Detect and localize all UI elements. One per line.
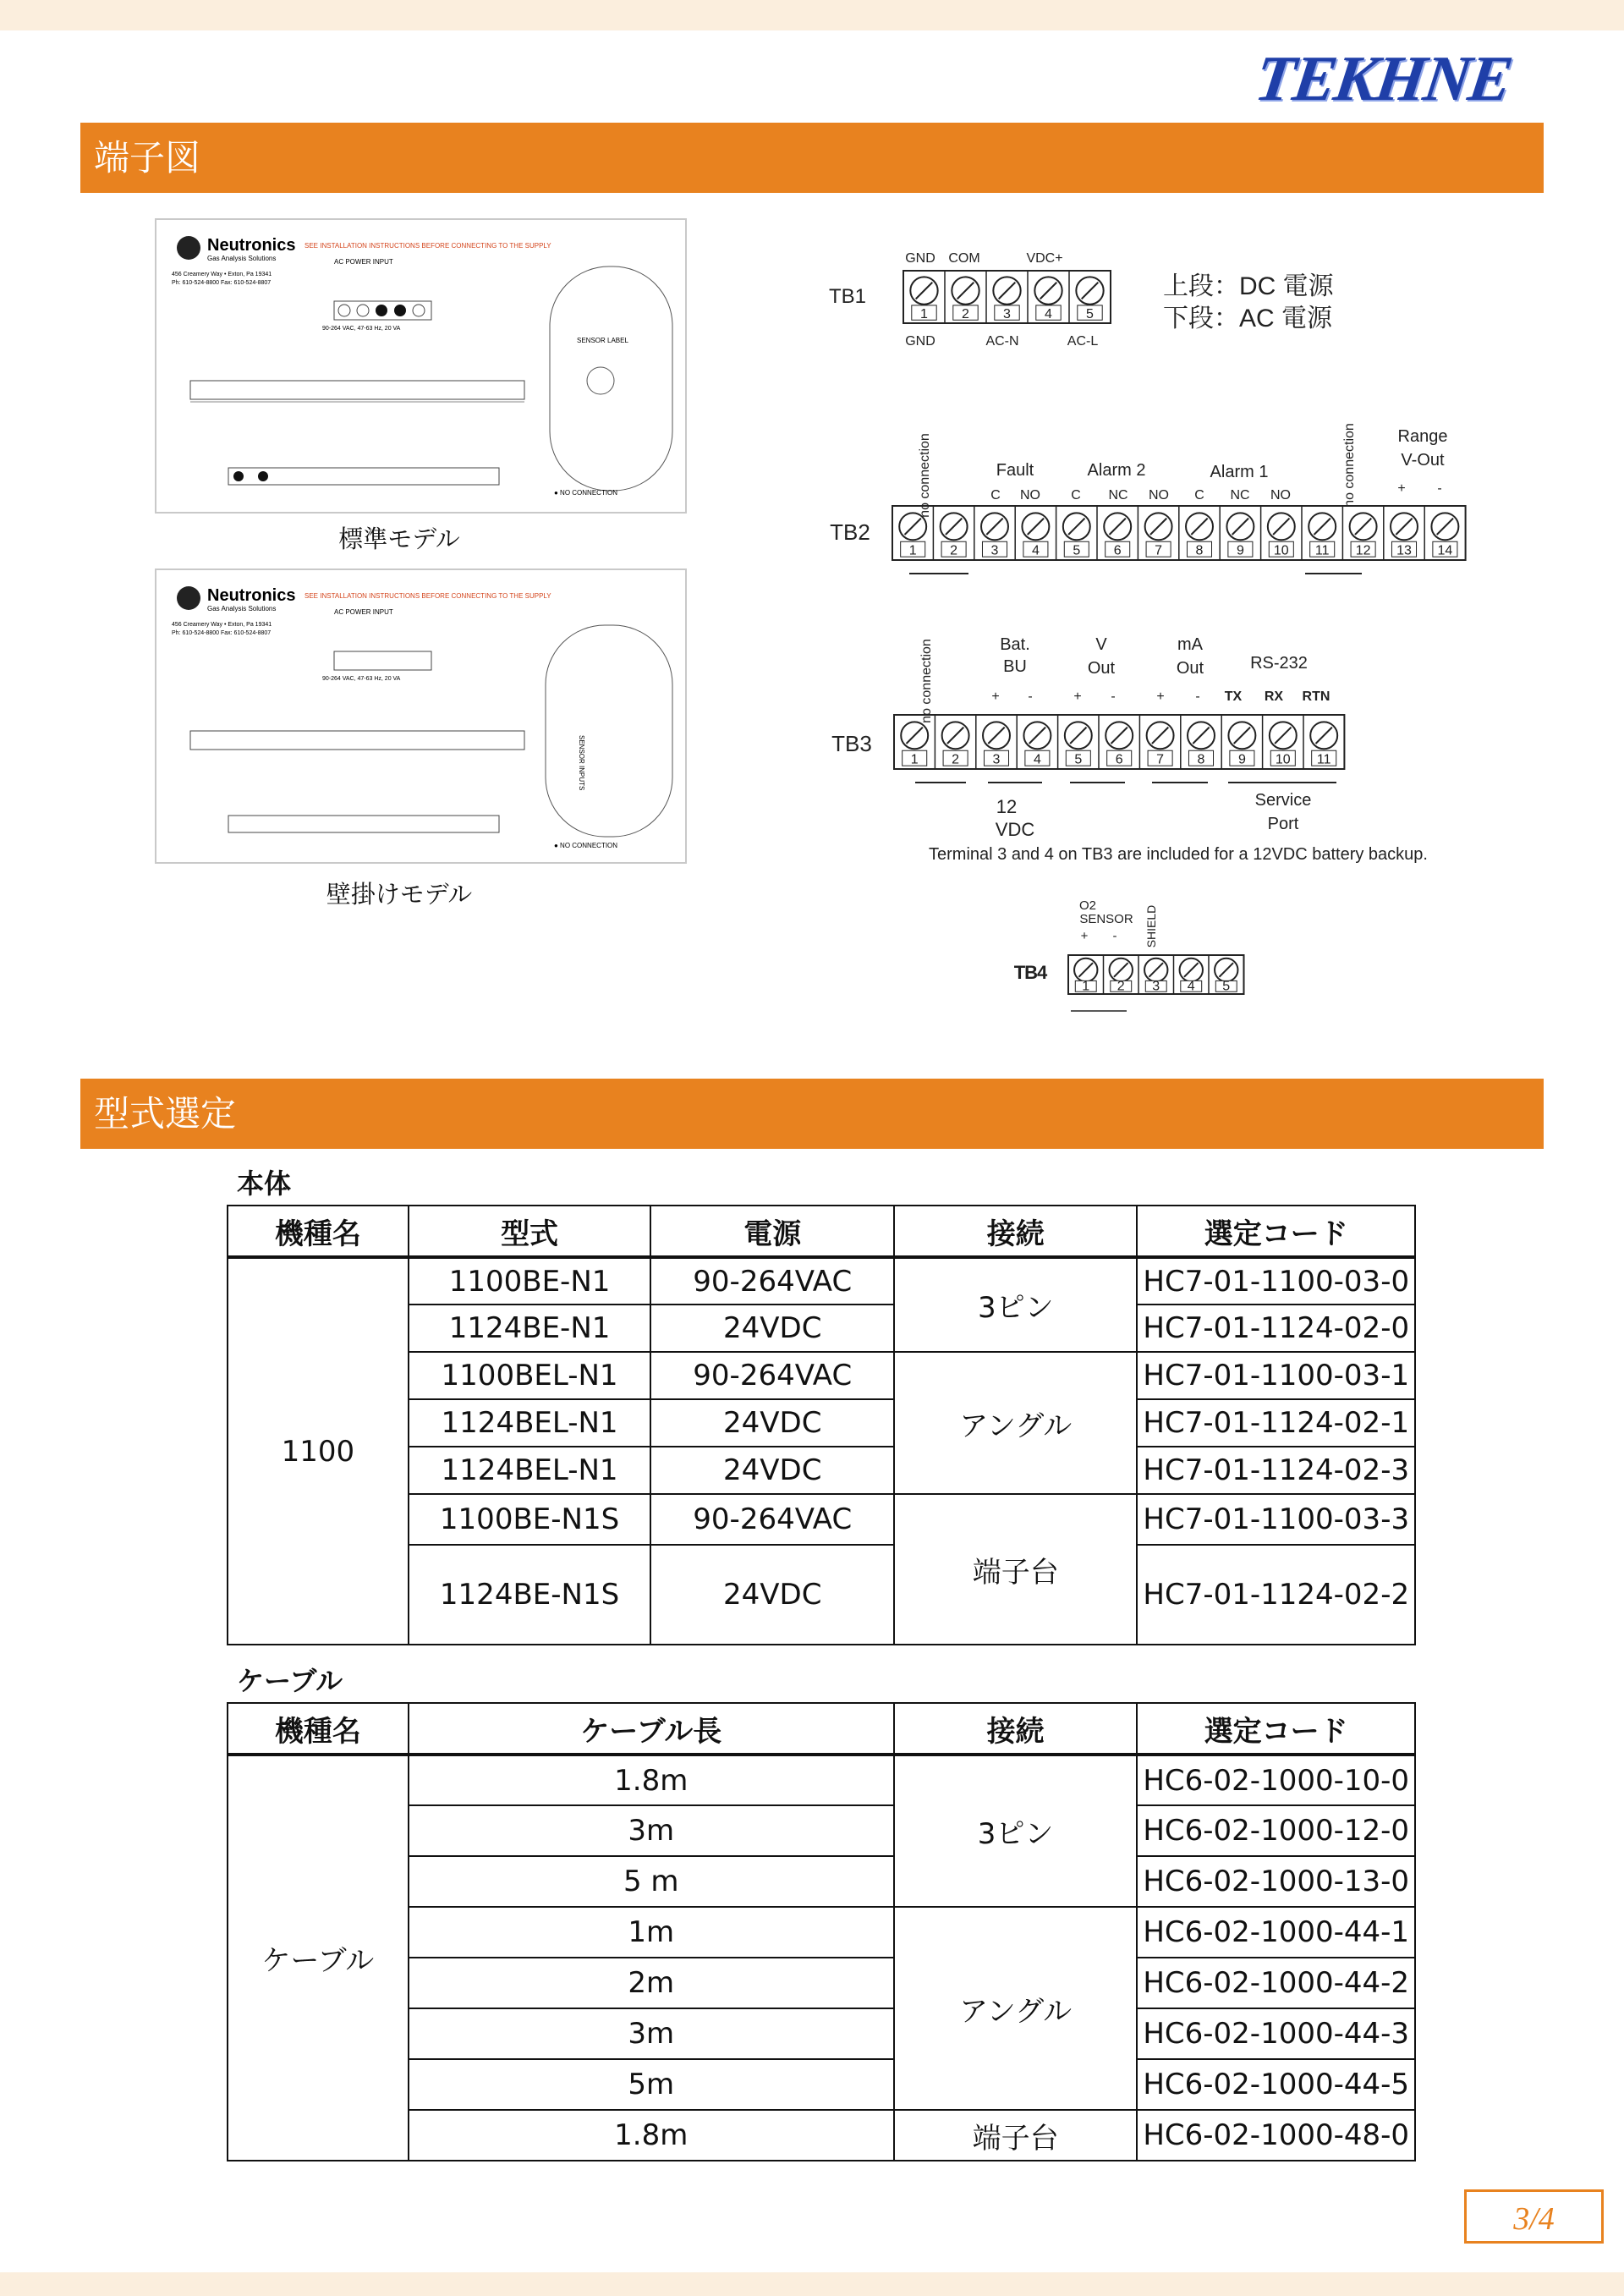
terminal-number: 2 <box>1116 979 1125 994</box>
address-line2: Ph: 610-524-8800 Fax: 610-524-8807 <box>172 630 272 636</box>
code-cell: HC7-01-1100-03-1 <box>1137 1352 1415 1399</box>
brand-sub-text: Gas Analysis Solutions <box>207 255 277 262</box>
tb1-mini-block <box>334 651 431 670</box>
rating-text: 90-264 VAC, 47-63 Hz, 20 VA <box>322 676 401 682</box>
type-cell: 1100BE-N1 <box>409 1257 651 1305</box>
col-header: 選定コード <box>1137 1703 1415 1755</box>
section-model-selection: 型式選定 <box>80 1079 1544 1149</box>
connection-cell: 端子台 <box>894 1494 1137 1645</box>
tb3-no-connection: no connection <box>919 639 934 723</box>
terminal-number: 14 <box>1437 543 1453 558</box>
tb3-v: V <box>1095 635 1107 654</box>
power-cell: 24VDC <box>650 1447 894 1494</box>
tb1-top-vdc: VDC+ <box>1026 251 1063 266</box>
power-cell: 90-264VAC <box>650 1494 894 1545</box>
terminal-number: 1 <box>908 543 917 558</box>
tb2-contact-label: C <box>990 488 1001 503</box>
power-cell: 24VDC <box>650 1399 894 1447</box>
wall-model-panel <box>155 569 687 864</box>
warning-text: SEE INSTALLATION INSTRUCTIONS BEFORE CONNECTING TO THE SUPPLY <box>304 242 551 250</box>
terminal-number: 10 <box>1275 752 1291 767</box>
tb2-minus-label: - <box>1437 481 1442 496</box>
neutronics-logo-icon <box>177 586 200 610</box>
connection-cell: アングル <box>894 1907 1138 2110</box>
brand-text: Neutronics <box>207 236 296 255</box>
tb1-top-gnd: GND <box>905 251 935 266</box>
tb2-contact-label: NC <box>1230 488 1250 503</box>
terminal-number: 9 <box>1236 543 1244 558</box>
tb3-ma: mA <box>1177 635 1203 654</box>
tb3-batbu-line1: Bat. <box>1000 635 1030 654</box>
wall-model-caption: 壁掛けモデル <box>326 880 473 909</box>
tb1-note-dc: 上段：DC 電源 <box>1163 272 1334 300</box>
tb3-mini-block <box>228 468 499 485</box>
model-cell: ケーブル <box>228 1755 409 2161</box>
length-cell: 2m <box>409 1958 894 2008</box>
address-line2: Ph: 610-524-8800 Fax: 610-524-8807 <box>172 280 272 286</box>
connection-cell: 3ピン <box>894 1755 1138 1907</box>
tb3-rx: RX <box>1264 689 1284 704</box>
terminal-number: 5 <box>1074 752 1083 767</box>
tb1-label: TB1 <box>828 285 867 308</box>
length-cell: 3m <box>409 2008 894 2059</box>
tb3-ma-out: Out <box>1176 659 1204 678</box>
model-cell: 1100 <box>228 1257 409 1645</box>
tb2-no-connection-right: no connection <box>1342 423 1357 508</box>
tb3-minus: - <box>1111 689 1116 704</box>
terminal-number: 5 <box>1222 979 1231 994</box>
tb2-label: TB2 <box>830 519 870 545</box>
wall-model-diagram <box>156 570 685 862</box>
cable-spec-table <box>227 1702 1416 2161</box>
power-cell: 24VDC <box>650 1305 894 1352</box>
terminal-number: 8 <box>1195 543 1204 558</box>
ac-input-text: AC POWER INPUT <box>334 608 393 616</box>
code-cell: HC7-01-1124-02-3 <box>1137 1447 1415 1494</box>
terminal-block-diagram <box>812 237 1489 1015</box>
terminal-number: 11 <box>1314 543 1330 558</box>
length-cell: 5 m <box>409 1856 894 1907</box>
tb3-tx: TX <box>1224 689 1243 704</box>
table-row <box>228 1755 1415 1805</box>
tb2-contact-label: NO <box>1270 488 1291 503</box>
code-cell: HC7-01-1124-02-1 <box>1137 1399 1415 1447</box>
power-cell: 90-264VAC <box>650 1257 894 1305</box>
terminal-number: 5 <box>1086 306 1094 321</box>
col-header: 接続 <box>894 1206 1137 1257</box>
tb3-rtn: RTN <box>1302 689 1330 704</box>
terminal-number: 13 <box>1396 543 1412 558</box>
power-cell: 90-264VAC <box>650 1352 894 1399</box>
code-cell: HC7-01-1124-02-0 <box>1137 1305 1415 1352</box>
type-cell: 1124BE-N1 <box>409 1305 651 1352</box>
standard-model-diagram <box>156 220 685 512</box>
terminal-number: 2 <box>950 543 958 558</box>
address-line1: 456 Creamery Way • Exton, Pa 19341 <box>172 272 272 277</box>
tb1-note-ac: 下段：AC 電源 <box>1163 305 1333 332</box>
tb1-top-com: COM <box>948 251 980 266</box>
sensor-outline <box>550 266 672 491</box>
terminal-number: 1 <box>1082 979 1090 994</box>
length-cell: 1.8m <box>409 2110 894 2161</box>
tb2-contact-label: NC <box>1108 488 1128 503</box>
tb3-rs232: RS-232 <box>1250 654 1308 673</box>
code-cell: HC6-02-1000-44-3 <box>1137 2008 1415 2059</box>
terminal-number: 4 <box>1045 306 1052 321</box>
terminal-number: 2 <box>962 306 969 321</box>
length-cell: 1.8m <box>409 1755 894 1805</box>
tb4-sensor: SENSOR <box>1079 912 1133 926</box>
tb3-batbu-line2: BU <box>1003 657 1027 676</box>
tb2-range: Range <box>1397 427 1448 446</box>
tb1-bottom-acl: AC-L <box>1067 334 1099 349</box>
tb4-o2: O2 <box>1078 898 1097 913</box>
standard-model-caption: 標準モデル <box>338 525 460 553</box>
type-cell: 1100BE-N1S <box>409 1494 651 1545</box>
code-cell: HC6-02-1000-44-1 <box>1137 1907 1415 1958</box>
cable-table-title: ケーブル <box>237 1665 343 1697</box>
tb3-12: 12 <box>996 796 1018 817</box>
terminal-number: 10 <box>1273 543 1289 558</box>
col-header: 接続 <box>894 1703 1138 1755</box>
col-header: 電源 <box>650 1206 894 1257</box>
tb3-plus: + <box>1073 689 1082 704</box>
tekhne-logo: TEKHNE <box>1250 43 1515 114</box>
col-header: 選定コード <box>1137 1206 1415 1257</box>
code-cell: HC7-01-1124-02-2 <box>1137 1545 1415 1645</box>
code-cell: HC6-02-1000-44-5 <box>1137 2059 1415 2110</box>
code-cell: HC7-01-1100-03-3 <box>1137 1494 1415 1545</box>
bottom-band <box>0 2272 1624 2296</box>
terminal-number: 3 <box>1003 306 1011 321</box>
tb3-vdc: VDC <box>995 819 1035 840</box>
type-cell: 1124BEL-N1 <box>409 1399 651 1447</box>
tb2-contact-label: C <box>1071 488 1081 503</box>
tb2-contact-label: C <box>1194 488 1204 503</box>
connection-cell: 3ピン <box>894 1257 1137 1352</box>
tb2-contact-label: NO <box>1020 488 1040 503</box>
col-header: 機種名 <box>228 1703 409 1755</box>
connection-cell: アングル <box>894 1352 1137 1494</box>
code-cell: HC6-02-1000-48-0 <box>1137 2110 1415 2161</box>
terminal-number: 7 <box>1155 543 1163 558</box>
neutronics-logo-icon <box>177 236 200 260</box>
length-cell: 1m <box>409 1907 894 1958</box>
tb3-v-out: Out <box>1087 659 1116 678</box>
code-cell: HC6-02-1000-12-0 <box>1137 1805 1415 1856</box>
col-header: 機種名 <box>228 1206 409 1257</box>
code-cell: HC6-02-1000-44-2 <box>1137 1958 1415 2008</box>
type-cell: 1124BE-N1S <box>409 1545 651 1645</box>
tb2-mini-block <box>190 381 524 402</box>
table-row <box>228 1257 1415 1305</box>
tb3-minus: - <box>1195 689 1200 704</box>
tb4-plus: + <box>1080 929 1089 943</box>
sensor-inputs-text: SENSOR INPUTS <box>578 735 585 791</box>
tb3-battery-note: Terminal 3 and 4 on TB3 are included for a 12VDC battery backup. <box>929 845 1428 864</box>
terminal-number: 7 <box>1156 752 1165 767</box>
ac-input-text: AC POWER INPUT <box>334 258 393 266</box>
tb4-minus: - <box>1112 929 1117 943</box>
terminal-number: 4 <box>1031 543 1040 558</box>
tb2-fault: Fault <box>996 461 1034 480</box>
sensor-label-text: SENSOR LABEL <box>577 337 628 344</box>
col-header: ケーブル長 <box>409 1703 894 1755</box>
terminal-number: 9 <box>1237 752 1246 767</box>
code-cell: HC6-02-1000-10-0 <box>1137 1755 1415 1805</box>
tb4-label: TB4 <box>1013 962 1047 983</box>
terminal-number: 11 <box>1316 752 1331 767</box>
tb1-bottom-acn: AC-N <box>985 334 1019 349</box>
tb2-vout: V-Out <box>1401 451 1445 470</box>
tb4-shield: SHIELD <box>1144 904 1158 948</box>
tb2-mini-block <box>190 731 524 750</box>
terminal-number: 2 <box>952 752 960 767</box>
standard-model-panel <box>155 218 687 514</box>
tb1-bottom-gnd: GND <box>905 334 935 349</box>
tb1-mini-block <box>334 301 431 320</box>
length-cell: 5m <box>409 2059 894 2110</box>
tb3-plus: + <box>991 689 1000 704</box>
tb3-service: Service <box>1254 791 1312 810</box>
section-terminal-diagram: 端子図 <box>80 123 1544 193</box>
no-connection-legend: ● NO CONNECTION <box>554 489 618 497</box>
body-table-title: 本体 <box>237 1167 292 1200</box>
code-cell: HC6-02-1000-13-0 <box>1137 1856 1415 1907</box>
connection-cell: 端子台 <box>894 2110 1138 2161</box>
tb3-plus: + <box>1156 689 1165 704</box>
rating-text: 90-264 VAC, 47-63 Hz, 20 VA <box>322 326 401 332</box>
type-cell: 1124BEL-N1 <box>409 1447 651 1494</box>
body-spec-table <box>227 1205 1416 1645</box>
tb2-plus-label: + <box>1397 481 1406 496</box>
terminal-number: 6 <box>1113 543 1122 558</box>
brand-sub-text: Gas Analysis Solutions <box>207 605 277 612</box>
code-cell: HC7-01-1100-03-0 <box>1137 1257 1415 1305</box>
tb2-alarm2: Alarm 2 <box>1087 461 1146 480</box>
tb2-contact-label: NO <box>1149 488 1169 503</box>
terminal-number: 4 <box>1033 752 1041 767</box>
terminal-number: 3 <box>990 543 999 558</box>
tb3-label: TB3 <box>831 731 872 756</box>
warning-text: SEE INSTALLATION INSTRUCTIONS BEFORE CONNECTING TO THE SUPPLY <box>304 592 551 600</box>
terminal-number: 3 <box>992 752 1001 767</box>
tb3-minus: - <box>1028 689 1033 704</box>
sensor-outline <box>546 625 672 837</box>
terminal-number: 12 <box>1355 543 1371 558</box>
col-header: 型式 <box>409 1206 651 1257</box>
no-connection-legend: ● NO CONNECTION <box>554 842 618 849</box>
tb2-no-connection: no connection <box>918 433 932 518</box>
tb3-port: Port <box>1267 815 1299 833</box>
power-cell: 24VDC <box>650 1545 894 1645</box>
type-cell: 1100BEL-N1 <box>409 1352 651 1399</box>
terminal-number: 5 <box>1073 543 1081 558</box>
terminal-number: 3 <box>1152 979 1160 994</box>
terminal-number: 4 <box>1187 979 1195 994</box>
length-cell: 3m <box>409 1805 894 1856</box>
terminal-number: 6 <box>1115 752 1123 767</box>
tb3-mini-block <box>228 816 499 832</box>
brand-text: Neutronics <box>207 586 296 605</box>
terminal-number: 1 <box>920 306 928 321</box>
terminal-number: 1 <box>910 752 919 767</box>
page-number: 3/4 <box>1464 2189 1604 2244</box>
terminal-number: 8 <box>1197 752 1205 767</box>
address-line1: 456 Creamery Way • Exton, Pa 19341 <box>172 622 272 628</box>
tb2-alarm1: Alarm 1 <box>1210 463 1269 481</box>
top-band <box>0 0 1624 30</box>
